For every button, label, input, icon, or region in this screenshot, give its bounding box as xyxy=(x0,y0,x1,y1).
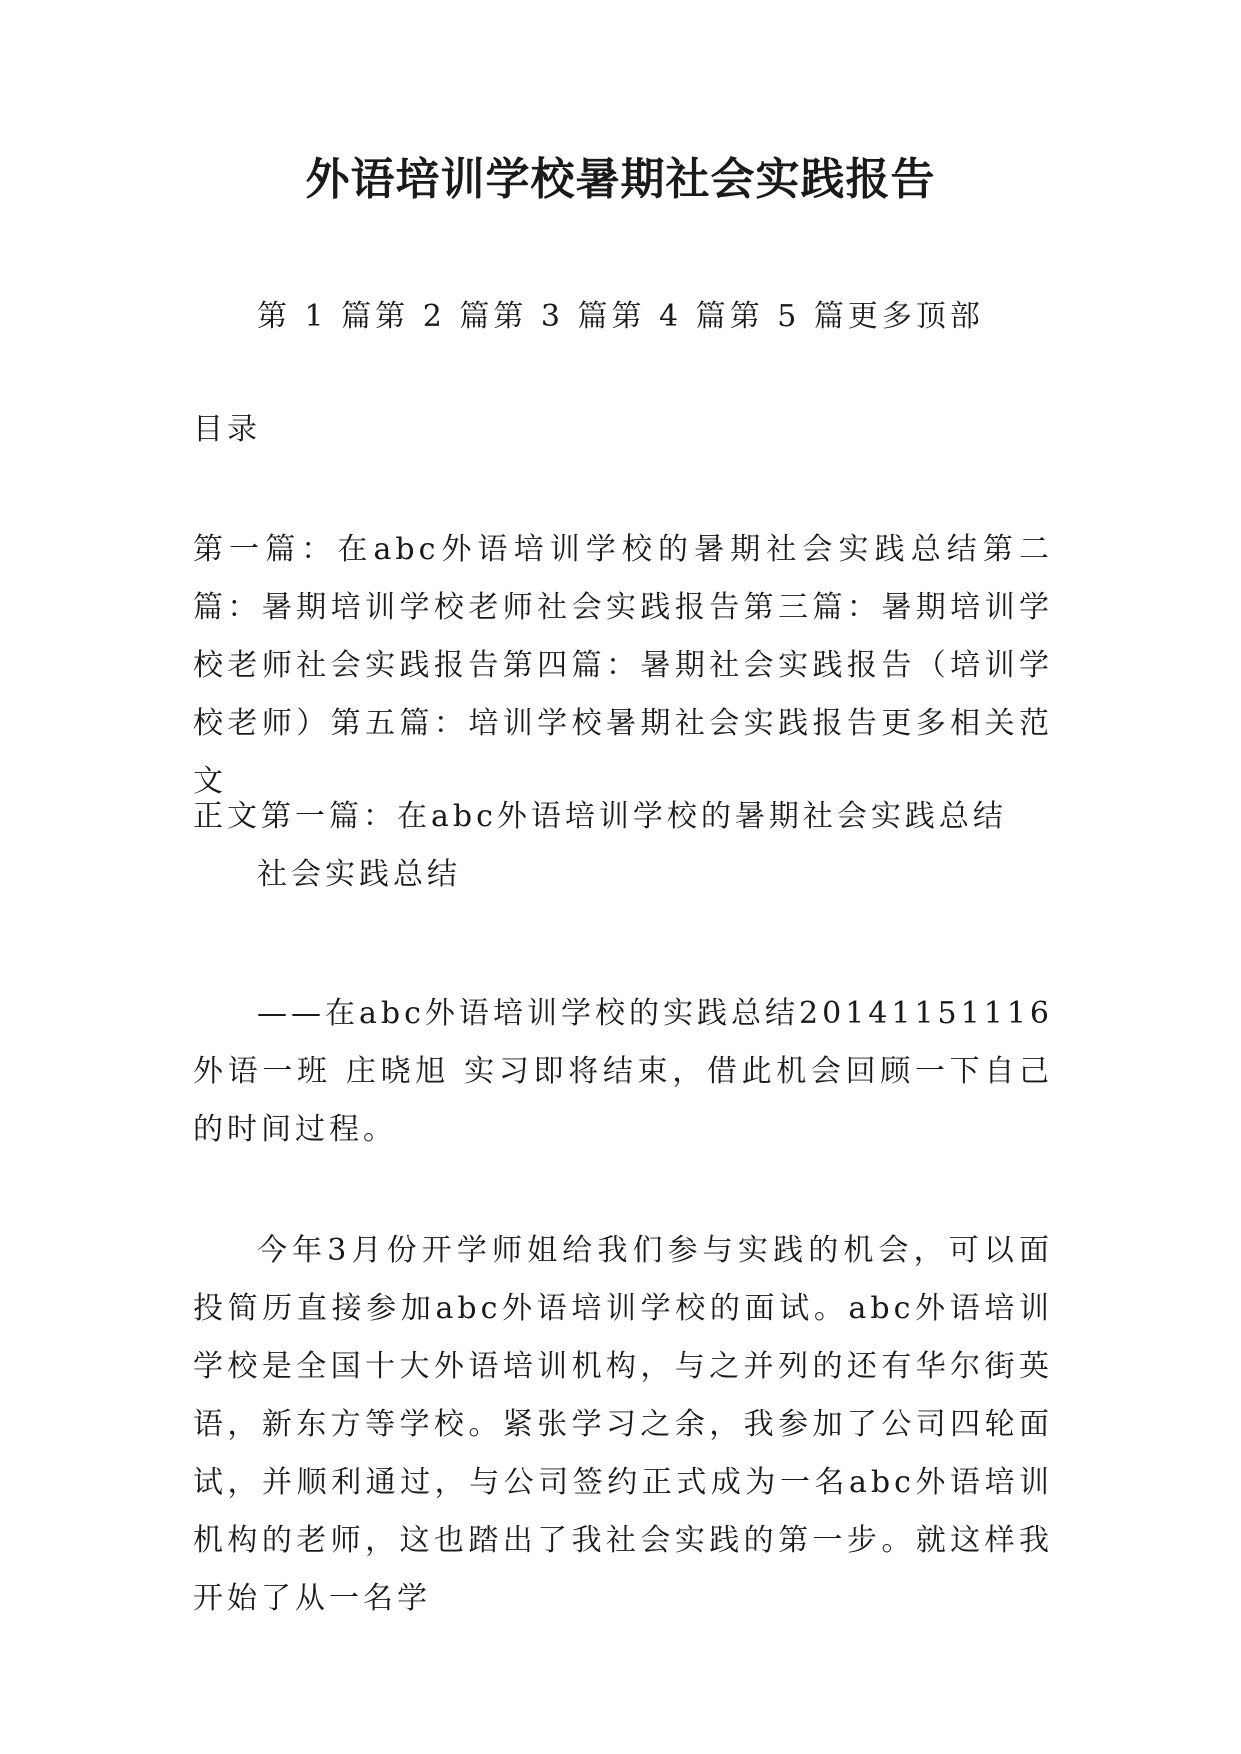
nav-chapter-4[interactable]: 第 4 篇 xyxy=(611,299,730,334)
table-of-contents: 第一篇：在abc外语培训学校的暑期社会实践总结第二篇：暑期培训学校老师社会实践报告第三篇：暑期培训学校老师社会实践报告第四篇：暑期社会实践报告（培训学校老师）第五篇：培训学校暑期社会实践报告更多相关范文 xyxy=(193,532,1053,799)
paragraph: 今年3月份开学师姐给我们参与实践的机会，可以面投简历直接参加abc外语培训学校的面试。abc外语培训学校是全国十大外语培训机构，与之并列的还有华尔街英语，新东方等学校。紧张学习之余，我参加了公司四轮面试，并顺利通过，与公司签约正式成为一名abc外语培训机构的老师，这也踏出了我社会实践的第一步。就这样我开始了从一名学 xyxy=(193,1233,1053,1616)
paragraph: ——在abc外语培训学校的实践总结20141151116外语一班 庄晓旭 实习即将结束，借此机会回顾一下自己的时间过程。 xyxy=(193,996,1053,1147)
nav-chapter-2[interactable]: 第 2 篇 xyxy=(375,299,494,334)
document-title: 外语培训学校暑期社会实践报告 xyxy=(305,154,936,205)
nav-top[interactable]: 顶部 xyxy=(915,299,984,334)
nav-chapter-3[interactable]: 第 3 篇 xyxy=(493,299,612,334)
body-heading: 正文第一篇：在abc外语培训学校的暑期社会实践总结 xyxy=(193,799,1007,834)
toc-label: 目录 xyxy=(193,412,261,447)
nav-chapter-1[interactable]: 第 1 篇 xyxy=(257,299,376,334)
nav-chapter-5[interactable]: 第 5 篇 xyxy=(729,299,848,334)
nav-more[interactable]: 更多 xyxy=(847,299,916,334)
sub-heading: 社会实践总结 xyxy=(257,857,461,892)
chapter-nav xyxy=(257,288,984,346)
